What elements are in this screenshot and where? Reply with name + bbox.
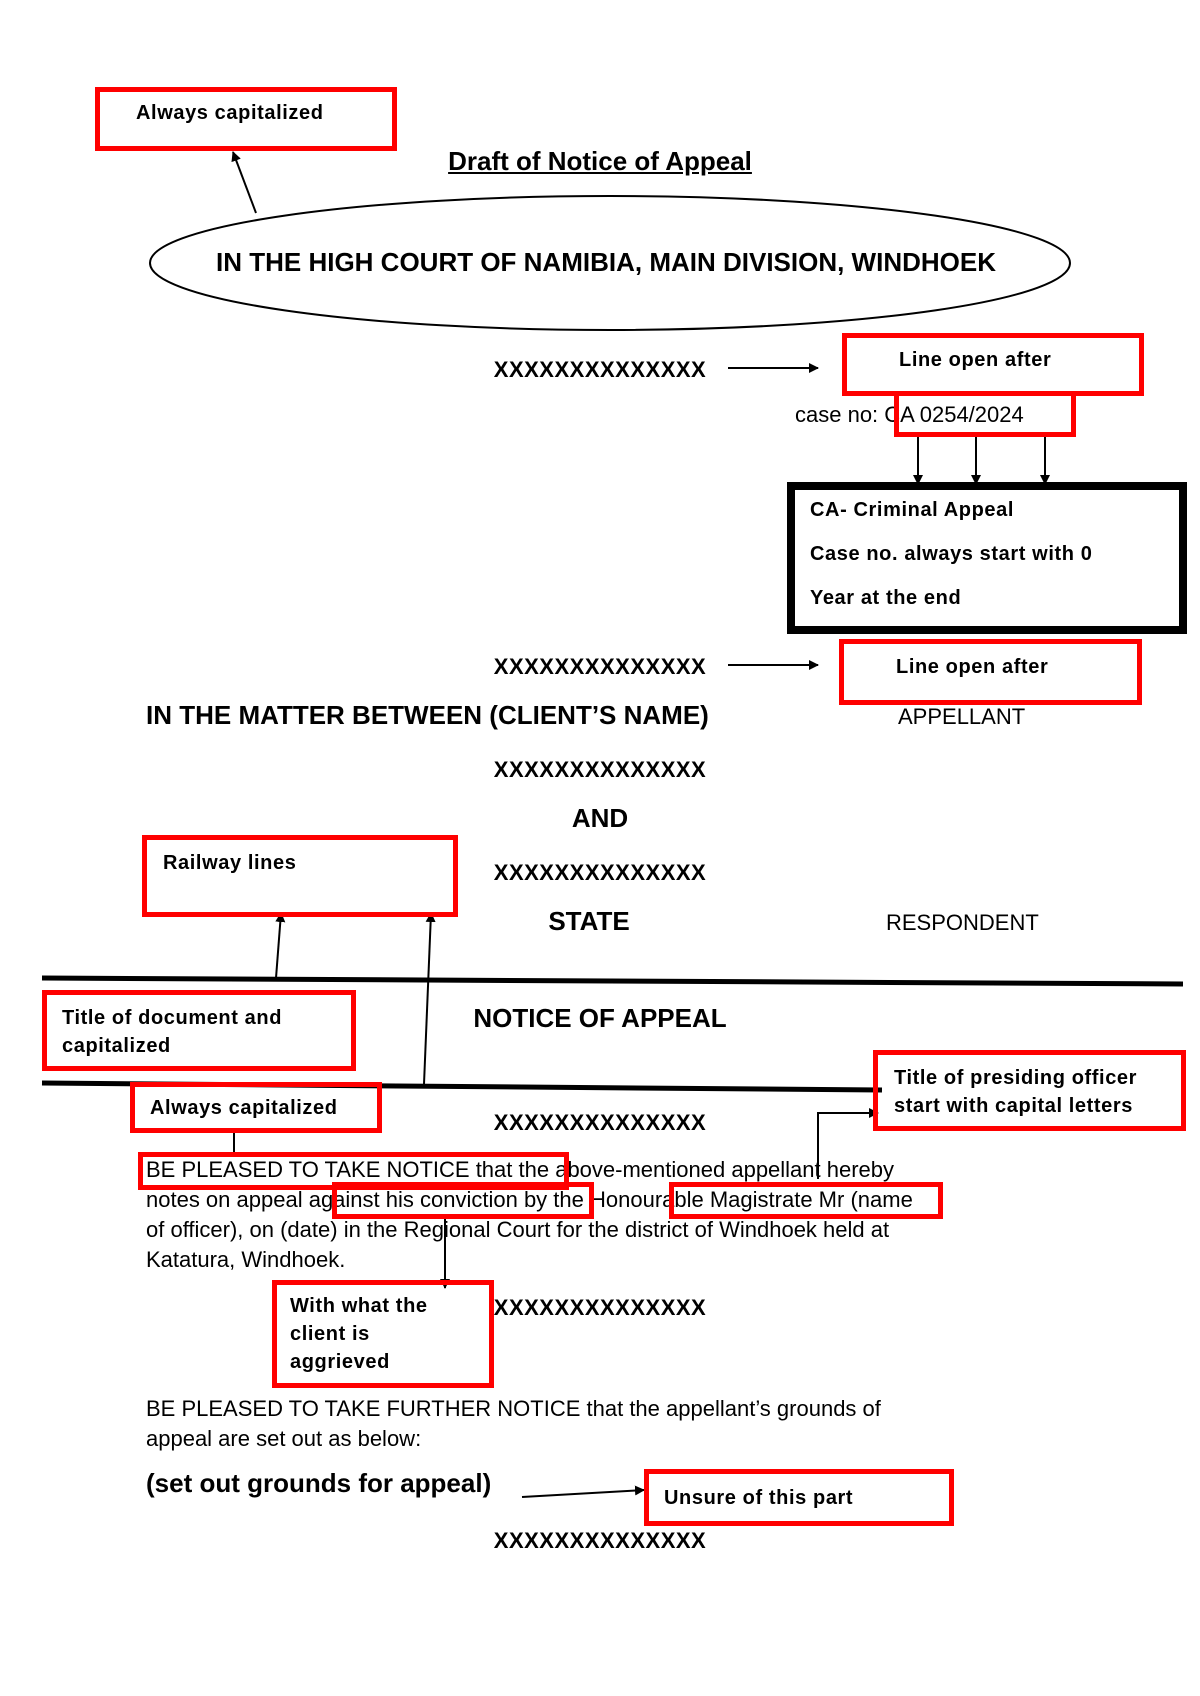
separator-3: XXXXXXXXXXXXXX (493, 757, 707, 782)
note-always-capitalized-top: Always capitalized (136, 102, 324, 124)
case-number-value: CA 0254/2024 (884, 402, 1024, 427)
case-number-highlight (894, 391, 1076, 437)
case-info-line-3: Year at the end (810, 587, 962, 609)
note-unsure: Unsure of this part (664, 1487, 854, 1509)
note-railway-lines: Railway lines (163, 852, 297, 874)
note-presiding-officer-2: start with capital letters (894, 1095, 1133, 1117)
further-notice-line-2: appeal are set out as below: (146, 1426, 422, 1451)
notice-line-2: notes on appeal against his conviction by the Honourable Magistrate Mr (name (146, 1187, 913, 1212)
further-notice-line-1: BE PLEASED TO TAKE FURTHER NOTICE that the appellant’s grounds of (146, 1396, 881, 1421)
notice-line-3: of officer), on (date) in the Regional Court for the district of Windhoek held at (146, 1217, 890, 1242)
appellant-label: APPELLANT (898, 704, 1026, 729)
and-label: AND (571, 803, 629, 833)
arrow-unsure (522, 1490, 644, 1497)
note-presiding-officer-1: Title of presiding officer (894, 1067, 1138, 1089)
railway-line-top (42, 978, 1183, 984)
notice-line-1: BE PLEASED TO TAKE NOTICE that the above-mentioned appellant hereby (146, 1157, 895, 1182)
further-notice-paragraph (146, 1394, 1066, 1454)
highlight-against-conviction (332, 1182, 594, 1219)
note-always-capitalized-bottom: Always capitalized (150, 1097, 338, 1119)
notice-line-4: Katatura, Windhoek. (146, 1247, 346, 1272)
separator-4: XXXXXXXXXXXXXX (493, 860, 707, 885)
separator-6: XXXXXXXXXXXXXX (493, 1295, 707, 1320)
arrow-ellipse-to-note (233, 152, 256, 213)
matter-between: IN THE MATTER BETWEEN (CLIENT’S NAME) (146, 700, 709, 730)
separator-5: XXXXXXXXXXXXXX (493, 1110, 707, 1135)
note-aggrieved-1: With what the (290, 1295, 428, 1317)
respondent-label: RESPONDENT (886, 910, 1039, 935)
note-line-open-after-1: Line open after (899, 349, 1052, 371)
state-label: STATE (548, 906, 630, 936)
case-number-label: case no: (795, 402, 885, 427)
note-aggrieved-2: client is (290, 1323, 370, 1345)
document-title: Draft of Notice of Appeal (448, 146, 752, 176)
notice-of-appeal-heading: NOTICE OF APPEAL (473, 1003, 727, 1033)
separator-7: XXXXXXXXXXXXXX (493, 1528, 707, 1553)
arrow-railway-1 (276, 913, 281, 978)
separator-1: XXXXXXXXXXXXXX (493, 357, 707, 382)
note-aggrieved-3: aggrieved (290, 1351, 390, 1373)
separator-2: XXXXXXXXXXXXXX (493, 654, 707, 679)
note-title-of-document-1: Title of document and (62, 1007, 283, 1029)
grounds-placeholder: (set out grounds for appeal) (146, 1468, 492, 1498)
court-heading: IN THE HIGH COURT OF NAMIBIA, MAIN DIVISION, WINDHOEK (216, 247, 996, 277)
case-info-line-2: Case no. always start with 0 (810, 543, 1093, 565)
case-info-line-1: CA- Criminal Appeal (810, 499, 1015, 521)
note-line-open-after-2: Line open after (896, 656, 1049, 678)
note-title-of-document-2: capitalized (62, 1035, 171, 1057)
arrow-railway-2 (424, 913, 431, 1084)
highlight-honourable-magistrate (669, 1182, 943, 1219)
